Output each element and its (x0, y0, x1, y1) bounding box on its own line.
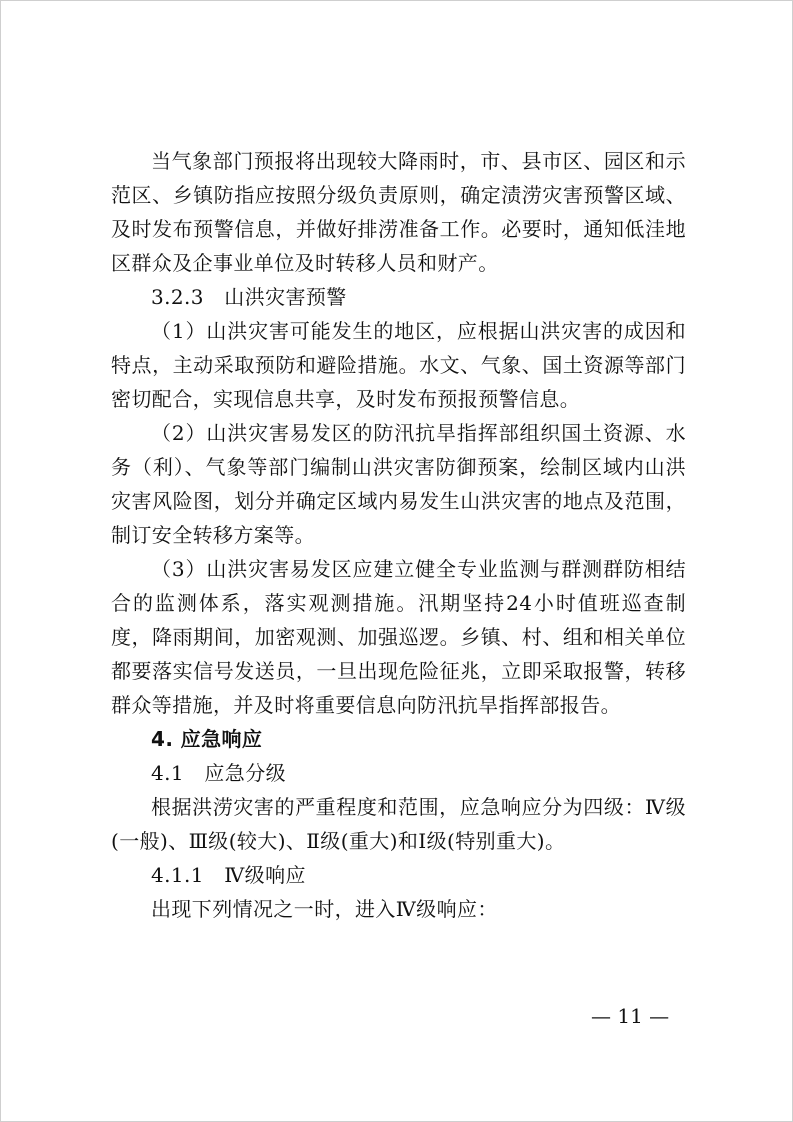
paragraph-level-iv-conditions: 出现下列情况之一时，进入Ⅳ级响应： (151, 897, 498, 921)
paragraph-flash-flood-item-1: （1）山洪灾害可能发生的地区，应根据山洪灾害的成因和特点，主动采取预防和避险措施。水文、气象、国土资源等部门密切配合，实现信息共享，及时发布预报预警信息。 (111, 319, 686, 411)
document-body (111, 144, 686, 926)
section-heading-4: 4. 应急响应 (151, 727, 263, 751)
section-heading-4-1-1: 4.1.1 Ⅳ级响应 (151, 863, 306, 887)
paragraph-flash-flood-item-2: （2）山洪灾害易发区的防汛抗旱指挥部组织国土资源、水务（利）、气象等部门编制山洪灾害防御预案，绘制区域内山洪灾害风险图，划分并确定区域内易发生山洪灾害的地点及范围，制订安全转移方案等。 (111, 421, 686, 547)
page-number: — 11 — (591, 1004, 670, 1028)
paragraph-waterlogging-warning: 当气象部门预报将出现较大降雨时，市、县市区、园区和示范区、乡镇防指应按照分级负责原则，确定渍涝灾害预警区域、及时发布预警信息，并做好排涝准备工作。必要时，通知低洼地区群众及企事业单位及时转移人员和财产。 (111, 149, 686, 275)
paragraph-response-levels: 根据洪涝灾害的严重程度和范围，应急响应分为四级：Ⅳ级(一般)、Ⅲ级(较大)、Ⅱ级(重大)和Ⅰ级(特别重大)。 (111, 795, 686, 853)
paragraph-flash-flood-item-3: （3）山洪灾害易发区应建立健全专业监测与群测群防相结合的监测体系，落实观测措施。汛期坚持24小时值班巡查制度，降雨期间，加密观测、加强巡逻。乡镇、村、组和相关单位都要落实信号发送员，一旦出现危险征兆，立即采取报警，转移群众等措施，并及时将重要信息向防汛抗旱指挥部报告。 (111, 557, 686, 717)
section-heading-3-2-3: 3.2.3 山洪灾害预警 (151, 285, 347, 309)
section-heading-4-1: 4.1 应急分级 (151, 761, 287, 785)
